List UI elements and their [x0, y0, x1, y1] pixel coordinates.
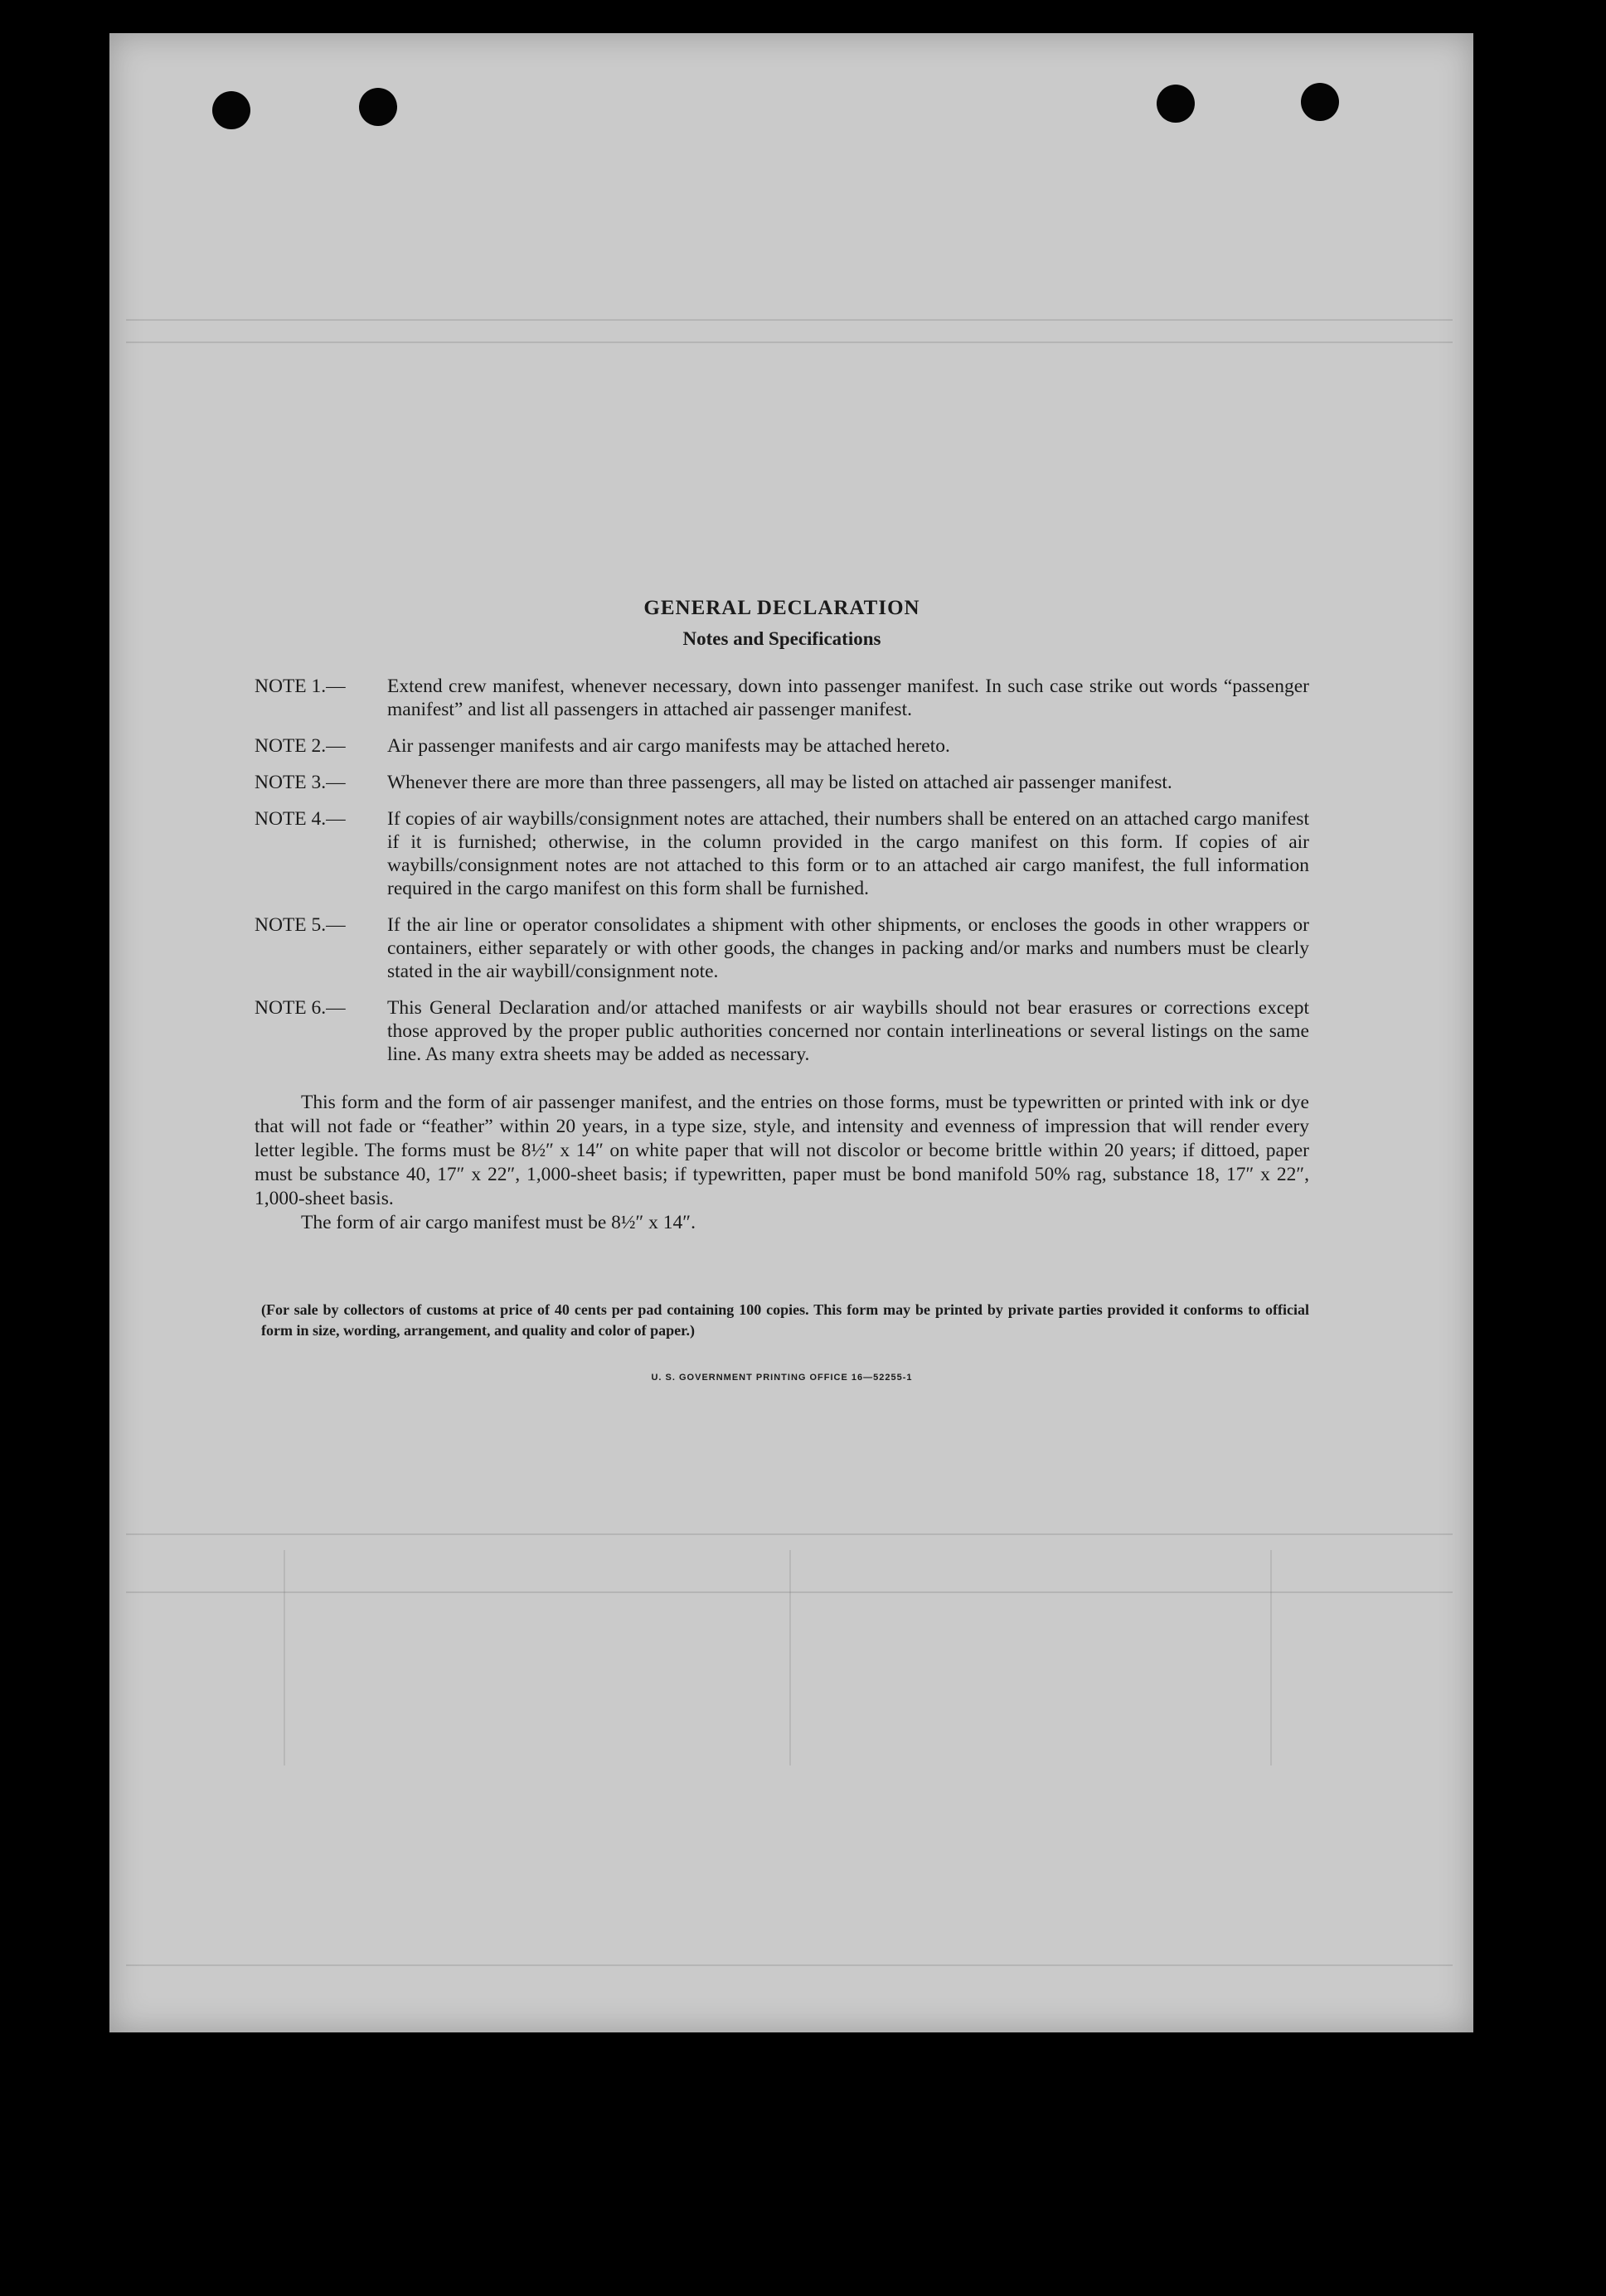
note-text: Whenever there are more than three passengers, all may be listed on attached air passenger manifest.: [387, 772, 1172, 793]
note-label: NOTE 2.—: [255, 735, 346, 757]
note-label: NOTE 1.—: [255, 676, 346, 697]
note-text: This General Declaration and/or attached manifests or air waybills should not bear erasures or corrections except those approved by the proper public authorities concerned nor contain interlineations or several listings on the same line. As many extra sheets may be added as necessary.: [387, 997, 1309, 1065]
note-6: [255, 996, 1309, 1066]
note-label: NOTE 5.—: [255, 914, 346, 936]
bleed-through-rule: [284, 1550, 285, 1766]
bleed-through-rule: [1270, 1550, 1272, 1766]
note-3: [255, 771, 1309, 794]
note-text: Air passenger manifests and air cargo manifests may be attached hereto.: [387, 735, 950, 757]
form-specification-paragraph: This form and the form of air passenger manifest, and the entries on those forms, must be typewritten or printed with ink or dye that will not fade or “feather” within 20 years, in a type size, style, and intensity and evenness of impression that will render every letter legible. The forms must be 8½″ x 14″ on white paper that will not discolor or become brittle within 20 years; if dittoed, paper must be substance 40, 17″ x 22″, 1,000-sheet basis; if typewritten, paper must be bond manifold 50% rag, substance 18, 17″ x 22″, 1,000-sheet basis.: [255, 1092, 1309, 1209]
punch-hole-3: [1157, 85, 1195, 123]
note-text: If the air line or operator consolidates a shipment with other shipments, or encloses the goods in other wrappers or containers, either separately or with other goods, the changes in packing and/or marks and numbers must be clearly stated in the air waybill/consignment note.: [387, 914, 1309, 982]
punch-hole-2: [359, 88, 397, 126]
bleed-through-rule: [789, 1550, 791, 1766]
bleed-through-rule: [126, 319, 1453, 321]
document-page: [109, 33, 1473, 2032]
page-title: GENERAL DECLARATION: [643, 597, 920, 619]
note-4: [255, 807, 1309, 900]
note-text: Extend crew manifest, whenever necessary, down into passenger manifest. In such case strike out words “passenger manifest” and list all passengers in attached air passenger manifest.: [387, 676, 1309, 720]
printing-office-line: U. S. GOVERNMENT PRINTING OFFICE 16—52255-1: [651, 1373, 913, 1383]
bleed-through-rule: [126, 1964, 1453, 1966]
note-text: If copies of air waybills/consignment notes are attached, their numbers shall be entered on an attached cargo manifest if it is furnished; otherwise, in the column provided in the cargo manifest on this form. If copies of air waybills/consignment notes are not attached to this form or to an attached air cargo manifest, the full information required in the cargo manifest on this form shall be furnished.: [387, 808, 1309, 899]
note-2: [255, 734, 1309, 758]
note-label: NOTE 6.—: [255, 997, 346, 1019]
note-label: NOTE 4.—: [255, 808, 346, 830]
punch-hole-1: [212, 91, 250, 129]
punch-hole-4: [1301, 83, 1339, 121]
note-1: [255, 675, 1309, 721]
bleed-through-rule: [126, 341, 1453, 343]
note-label: NOTE 3.—: [255, 772, 346, 793]
page-subtitle: Notes and Specifications: [682, 628, 881, 649]
sale-notice: (For sale by collectors of customs at price of 40 cents per pad containing 100 copies. This form may be printed by private parties provided it conforms to official form in size, wording, arrangement, and quality and color of paper.): [261, 1301, 1309, 1339]
cargo-manifest-size-paragraph: The form of air cargo manifest must be 8½″ x 14″.: [301, 1212, 696, 1233]
bleed-through-rule: [126, 1533, 1453, 1535]
note-5: [255, 913, 1309, 983]
declaration-notes: [255, 557, 1309, 1383]
